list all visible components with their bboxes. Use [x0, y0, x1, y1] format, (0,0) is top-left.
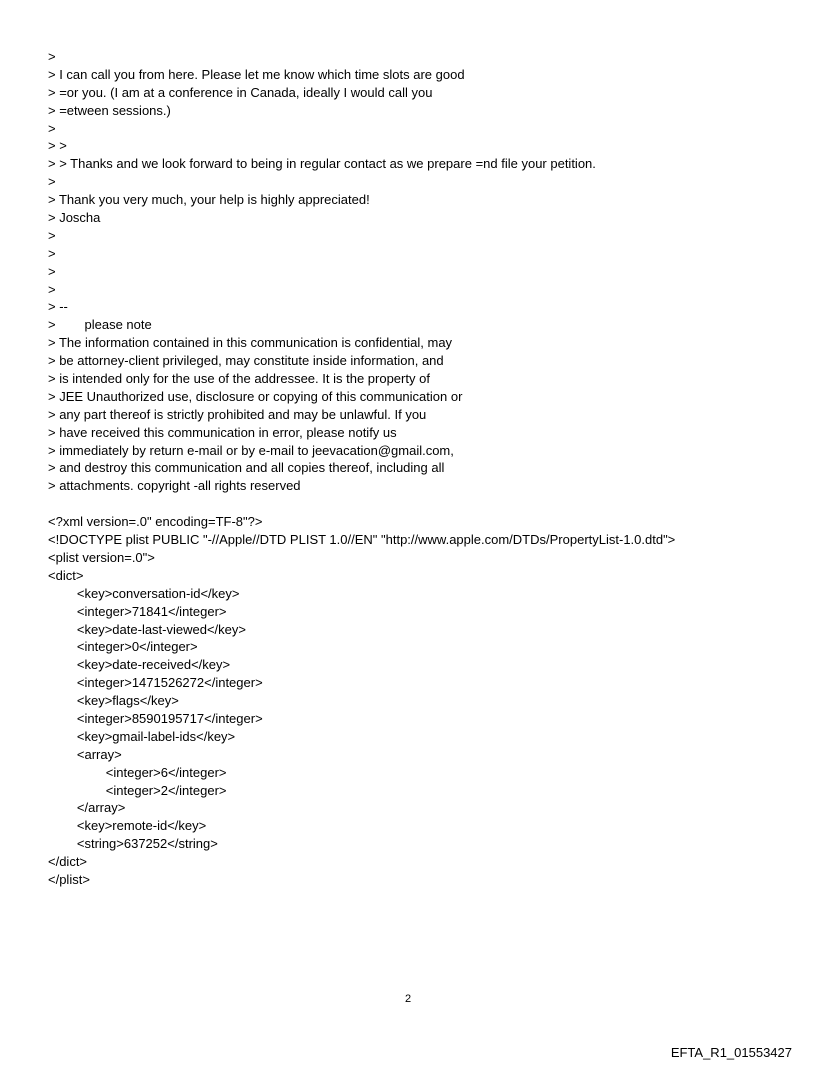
email-line: > =or you. (I am at a conference in Canada, ideally I would call you: [48, 84, 433, 100]
plist-line: <dict>: [48, 567, 84, 583]
email-line: > any part thereof is strictly prohibited and may be unlawful. If you: [48, 406, 427, 422]
email-quote-block: [48, 48, 788, 495]
plist-line: <!DOCTYPE plist PUBLIC "-//Apple//DTD PLIST 1.0//EN" "http://www.apple.com/DTDs/PropertyList-1.0.dtd">: [48, 532, 676, 548]
plist-line: <integer>1471526272</integer>: [48, 675, 263, 691]
email-line: >: [48, 49, 56, 64]
email-line: > and destroy this communication and all copies thereof, including all: [48, 460, 445, 476]
plist-line: <integer>8590195717</integer>: [48, 710, 263, 726]
page-number: 2: [404, 993, 412, 1005]
email-line: > The information contained in this communication is confidential, may: [48, 335, 453, 351]
plist-line: <array>: [48, 746, 122, 762]
email-line: >: [48, 174, 56, 190]
email-line: > immediately by return e-mail or by e-mail to jeevacation@gmail.com,: [48, 442, 454, 458]
blank-line: [48, 495, 788, 513]
email-line: >: [48, 245, 56, 261]
email-line: > be attorney-client privileged, may constitute inside information, and: [48, 353, 444, 369]
email-line: > --: [48, 299, 68, 315]
email-line: > is intended only for the use of the addressee. It is the property of: [48, 371, 430, 387]
email-line: > > Thanks and we look forward to being in regular contact as we prepare =nd file your petition.: [48, 156, 596, 172]
plist-line: </plist>: [48, 871, 90, 887]
plist-line: <key>remote-id</key>: [48, 818, 207, 834]
email-line: > =etween sessions.): [48, 102, 171, 118]
plist-line: <key>flags</key>: [48, 693, 179, 709]
plist-block: [48, 513, 788, 889]
email-line: > please note: [48, 317, 152, 333]
email-line: > attachments. copyright -all rights reserved: [48, 478, 301, 494]
email-line: >: [48, 263, 56, 279]
email-line: >: [48, 281, 56, 297]
email-line: > JEE Unauthorized use, disclosure or copying of this communication or: [48, 388, 463, 404]
plist-line: <integer>2</integer>: [48, 782, 227, 798]
email-line: > >: [48, 138, 67, 154]
plist-line: <integer>71841</integer>: [48, 603, 227, 619]
plist-line: <key>conversation-id</key>: [48, 585, 240, 601]
plist-line: </dict>: [48, 854, 88, 870]
email-line: > Thank you very much, your help is highly appreciated!: [48, 192, 370, 208]
email-line: >: [48, 227, 56, 243]
plist-line: </array>: [48, 800, 126, 816]
document-body: [48, 48, 788, 889]
plist-line: <plist version=.0">: [48, 549, 155, 565]
plist-line: <key>date-received</key>: [48, 657, 231, 673]
email-line: >: [48, 120, 56, 136]
document-id-footer: EFTA_R1_01553427: [670, 1045, 792, 1060]
plist-line: <?xml version=.0" encoding=TF-8"?>: [48, 514, 263, 530]
plist-line: <integer>0</integer>: [48, 639, 198, 655]
email-line: > I can call you from here. Please let me know which time slots are good: [48, 66, 465, 82]
plist-line: <key>date-last-viewed</key>: [48, 621, 246, 637]
plist-line: <key>gmail-label-ids</key>: [48, 728, 236, 744]
plist-line: <integer>6</integer>: [48, 764, 227, 780]
email-line: > Joscha: [48, 210, 101, 226]
email-line: > have received this communication in error, please notify us: [48, 424, 397, 440]
plist-line: <string>637252</string>: [48, 836, 218, 852]
